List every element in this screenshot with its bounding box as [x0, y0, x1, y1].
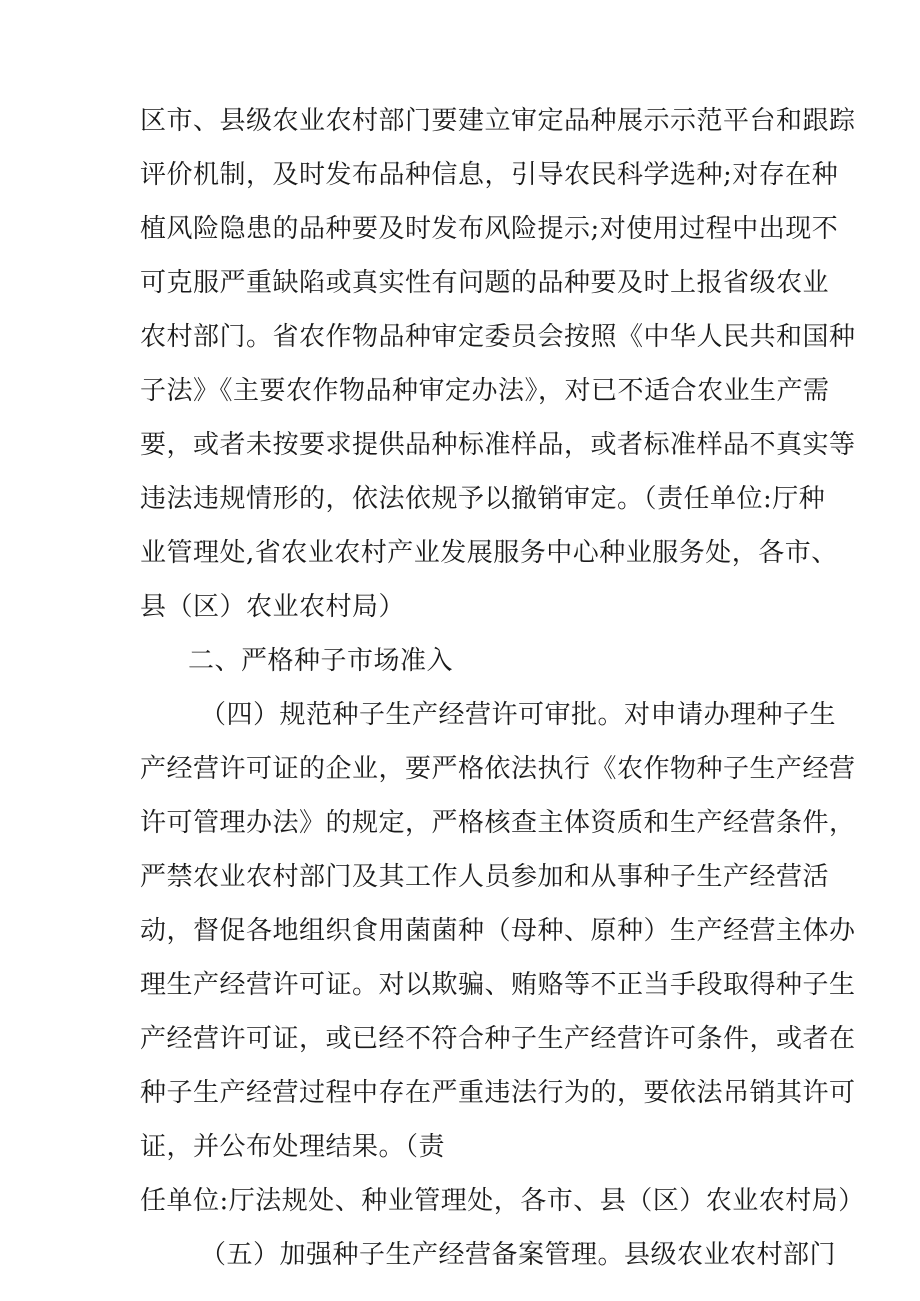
paragraph-line: 农村部门。省农作物品种审定委员会按照《中华人民共和国种 [140, 322, 856, 352]
paragraph-line: 产经营许可证的企业，要严格依法执行《农作物种子生产经营 [140, 754, 856, 784]
paragraph-line: 可克服严重缺陷或真实性有问题的品种要及时上报省级农业 [140, 268, 830, 298]
paragraph-line: 证，并公布处理结果。（责 [140, 1132, 446, 1162]
paragraph-line: 业管理处,省农业农村产业发展服务中心种业服务处，各市、 [140, 538, 838, 568]
paragraph-line: 动，督促各地组织食用菌菌种（母种、原种）生产经营主体办 [140, 916, 856, 946]
paragraph-line: 子法》《主要农作物品种审定办法》，对已不适合农业生产需 [140, 376, 830, 406]
paragraph-line: 违法违规情形的，依法依规予以撤销审定。（责任单位:厅种 [140, 484, 826, 514]
paragraph-line: 植风险隐患的品种要及时发布风险提示;对使用过程中出现不 [140, 214, 839, 244]
paragraph-line: 种子生产经营过程中存在严重违法行为的，要依法吊销其许可 [140, 1078, 856, 1108]
paragraph-line: 严禁农业农村部门及其工作人员参加和从事种子生产经营活 [140, 862, 830, 892]
paragraph-line: 县（区）农业农村局） [140, 592, 406, 622]
paragraph-line: 任单位:厅法规处、种业管理处，各市、县（区）农业农村局） [140, 1186, 865, 1216]
paragraph-line: 评价机制，及时发布品种信息，引导农民科学选种;对存在种 [140, 160, 839, 190]
paragraph-line: 产经营许可证，或已经不符合种子生产经营许可条件，或者在 [140, 1024, 856, 1054]
paragraph-line: 理生产经营许可证。对以欺骗、贿赂等不正当手段取得种子生 [140, 970, 856, 1000]
section-heading: 二、严格种子市场准入 [188, 646, 454, 676]
paragraph-line: 要，或者未按要求提供品种标准样品，或者标准样品不真实等 [140, 430, 856, 460]
paragraph-line: （五）加强种子生产经营备案管理。县级农业农村部门 [200, 1240, 837, 1270]
paragraph-line: （四）规范种子生产经营许可审批。对申请办理种子生 [200, 700, 837, 730]
paragraph-line: 区市、县级农业农村部门要建立审定品种展示示范平台和跟踪 [140, 106, 856, 136]
paragraph-line: 许可管理办法》的规定，严格核查主体资质和生产经营条件， [140, 808, 856, 838]
